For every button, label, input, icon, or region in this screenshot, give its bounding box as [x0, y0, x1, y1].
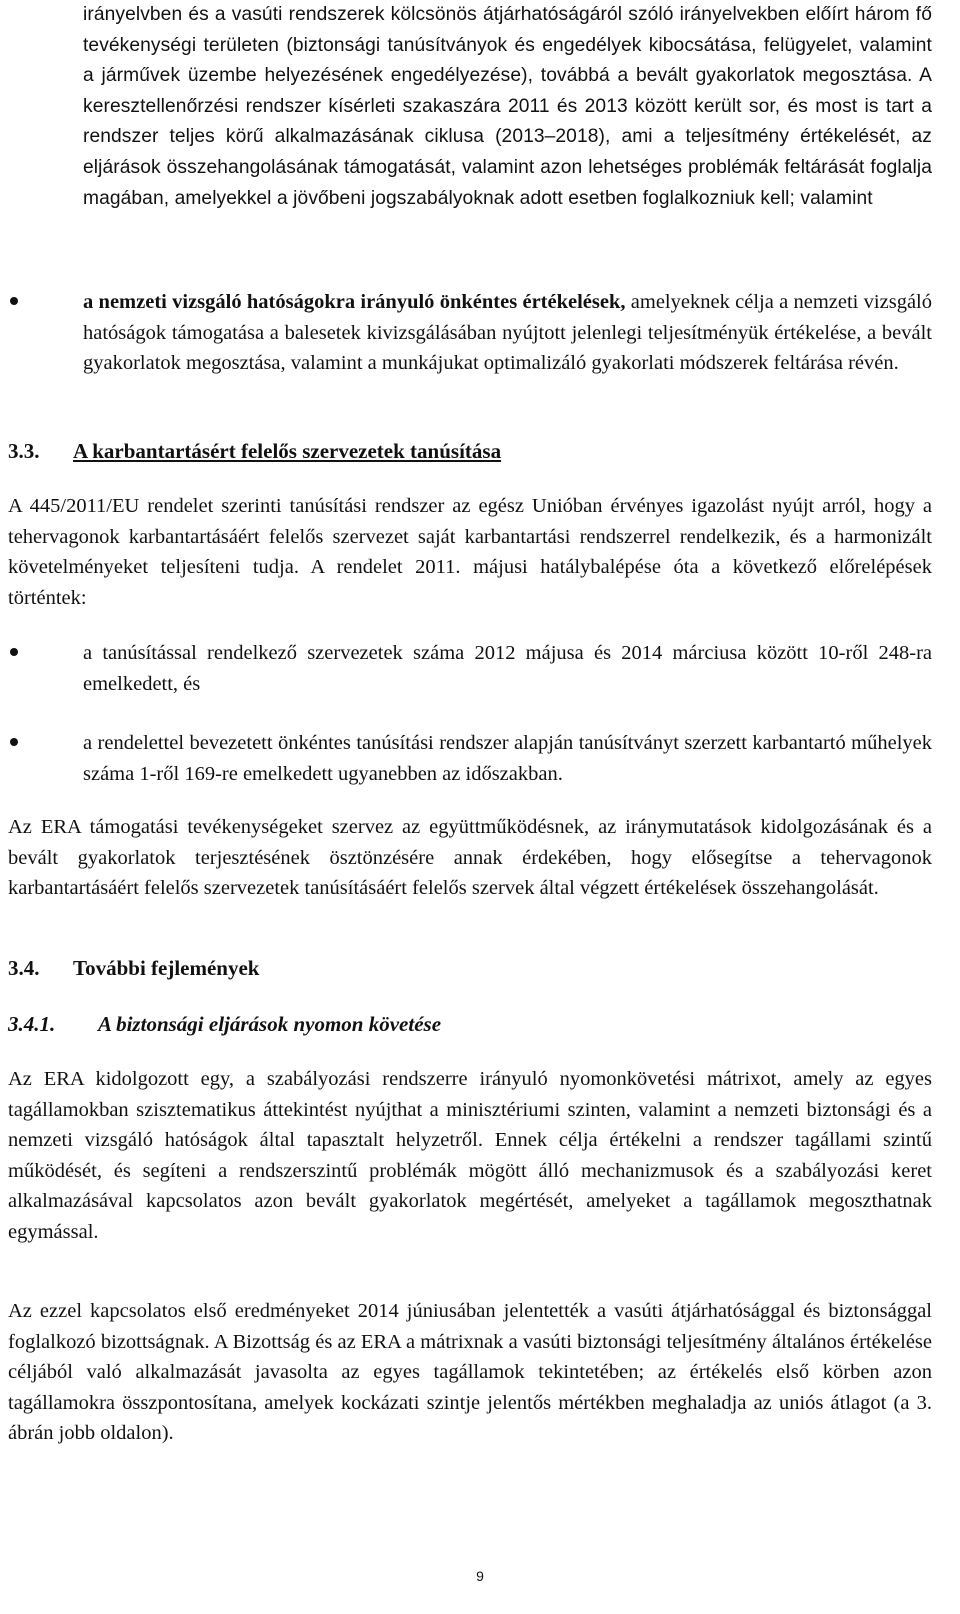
- page-number: 9: [476, 1568, 484, 1584]
- bullet-icon: [10, 738, 18, 746]
- section-3-3-intro: A 445/2011/EU rendelet szerinti tanúsítási rendszer az egész Unióban érvényes igazolást nyújt arról, hogy a tehervagonok karbantartásáért felelős szervezet saját karbantartási rendszerrel rendelkezik, és a harmonizált követelményeket teljesíteni tudja. A rendelet 2011. májusi hatálybalépése óta a következő előrelépések történtek:: [8, 495, 932, 609]
- bullet-evaluations: [83, 287, 932, 379]
- section-3-3-closing: Az ERA támogatási tevékenységeket szervez az együttműködésnek, az iránymutatások kidolgozásának és a bevált gyakorlatok terjesztésének ösztönzésére annak érdekében, hogy elősegítse a tehervagonok karbantartásáért felelős szervezetek tanúsításáért felelős szervek által végzett értékelések összehangolását.: [8, 816, 932, 900]
- section-3-4-heading: [8, 953, 259, 983]
- section-3-4-1-heading: [8, 1009, 441, 1039]
- bullet-icon: [10, 297, 18, 305]
- section-3-3-heading: [8, 436, 501, 466]
- section-3-4-1-title: A biztonsági eljárások nyomon követése: [98, 1012, 442, 1036]
- section-3-4-title: További fejlemények: [73, 956, 260, 980]
- section-3-4-1-paragraph-1: Az ERA kidolgozott egy, a szabályozási rendszerre irányuló nyomonkövetési mátrixot, amely az egyes tagállamokban szisztematikus áttekintést nyújthat a minisztériumi szinten, valamint a nemzeti biztonsági és a nemzeti vizsgáló hatóságok által tapasztalt helyzetről. Ennek célja értékelni a rendszer tagállami szintű működését, és segíteni a rendszerszintű problémák mögött álló mechanizmusok és a szabályozási keret alkalmazásával kapcsolatos azon bevált gyakorlatok megértését, amelyeket a tagállamok megoszthatnak egymással.: [8, 1068, 932, 1243]
- section-3-3-number: 3.3.: [8, 439, 40, 463]
- section-3-3-bullet-2: a rendelettel bevezetett önkéntes tanúsítási rendszer alapján tanúsítványt szerzett karbantartó műhelyek száma 1-ről 169-re emelkedett ugyanebben az időszakban.: [83, 732, 932, 785]
- bullet-evaluations-bold: a nemzeti vizsgáló hatóságokra irányuló önkéntes értékelések,: [83, 291, 626, 313]
- section-3-3-title: A karbantartásért felelős szervezetek tanúsítása: [73, 439, 502, 463]
- section-3-4-number: 3.4.: [8, 956, 40, 980]
- section-3-4-1-number: 3.4.1.: [8, 1012, 56, 1036]
- bullet-icon: [10, 648, 18, 656]
- section-3-4-1-paragraph-2: Az ezzel kapcsolatos első eredményeket 2014 júniusában jelentették a vasúti átjárhatósággal és biztonsággal foglalkozó bizottságnak. A Bizottság és az ERA a mátrixnak a vasúti biztonsági teljesítmény általános értékelése céljából való alkalmazását javasolta az egyes tagállamok tekintetében; az értékelés első körben azon tagállamokra összpontosítana, amelyek kockázati szintje jelentős mértékben meghaladja az uniós átlagot (a 3. ábrán jobb oldalon).: [8, 1300, 932, 1445]
- section-3-3-bullet-1: a tanúsítással rendelkező szervezetek száma 2012 májusa és 2014 márciusa között 10-ről 248-ra emelkedett, és: [83, 642, 932, 695]
- continuation-paragraph: irányelvben és a vasúti rendszerek kölcsönös átjárhatóságáról szóló irányelvekben előírt három fő tevékenységi területen (biztonsági tanúsítványok és engedélyek kibocsátása, felügyelet, valamint a járművek üzembe helyezésének engedélyezése), továbbá a bevált gyakorlatok megosztása. A keresztellenőrzési rendszer kísérleti szakaszára 2011 és 2013 között került sor, és most is tart a rendszer teljes körű alkalmazásának ciklusa (2013–2018), ami a teljesítmény értékelését, az eljárások összehangolásának támogatását, valamint azon lehetséges problémák feltárását foglalja magában, amelyekkel a jövőbeni jogszabályoknak adott esetben foglalkozniuk kell; valamint: [83, 4, 932, 209]
- bullet-evaluations-rest: amelyeknek célja a nemzeti vizsgáló hatóságok támogatása a balesetek kivizsgálásában nyújtott jelenlegi teljesítményük értékelése, a bevált gyakorlatok megosztása, valamint a munkájukat optimalizáló gyakorlati módszerek feltárása révén.: [83, 291, 932, 375]
